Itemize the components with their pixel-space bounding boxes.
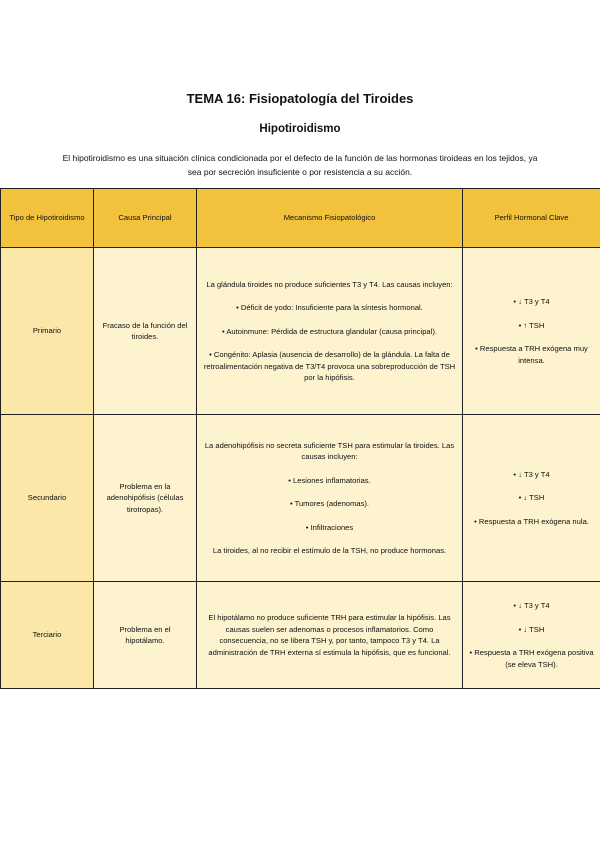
profile-line: • ↓ TSH	[518, 624, 545, 634]
header-mechanism: Mecanismo Fisiopatológico	[197, 189, 463, 248]
mechanism-line: • Lesiones inflamatorias.	[288, 475, 371, 485]
row-mechanism	[197, 582, 463, 689]
row-profile	[463, 415, 600, 582]
table-header-row	[1, 189, 600, 248]
profile-line: • Respuesta a TRH exógena nula.	[474, 516, 589, 526]
header-type: Tipo de Hipotiroidismo	[1, 189, 94, 248]
mechanism-line: • Congénito: Aplasia (ausencia de desarrollo) de la glándula. La falta de retroalimentación negativa de T3/T4 provoca una sobreproducción de TSH por la hipófisis.	[203, 350, 456, 382]
header-profile: Perfil Hormonal Clave	[463, 189, 600, 248]
table-row	[1, 248, 600, 415]
profile-line: • ↓ T3 y T4	[513, 297, 550, 306]
mechanism-line: • Tumores (adenomas).	[289, 499, 370, 508]
row-mechanism	[197, 248, 463, 415]
profile-line: • Respuesta a TRH exógena positiva (se eleva TSH).	[469, 648, 594, 669]
row-cause: Problema en la adenohipófisis (células tirotropas).	[94, 415, 197, 582]
table-row	[1, 415, 600, 582]
row-mechanism	[197, 415, 463, 582]
intro-paragraph: El hipotiroidismo es una situación clínica condicionada por el defecto de la función de las hormonas tiroideas en los tejidos, ya sea por secreción insuficiente o por resistencia a su acción.	[62, 153, 538, 177]
row-profile	[463, 582, 600, 689]
row-profile	[463, 248, 600, 415]
profile-line: • ↓ T3 y T4	[513, 469, 550, 479]
section-subtitle: Hipotiroidismo	[259, 123, 341, 135]
row-cause: Problema en el hipotálamo.	[94, 582, 197, 689]
row-type: Primario	[1, 248, 94, 415]
mechanism-line: • Infiltraciones	[305, 522, 354, 532]
profile-line: • ↓ TSH	[518, 493, 545, 503]
page-title: TEMA 16: Fisiopatología del Tiroides	[186, 91, 414, 106]
mechanism-line: La glándula tiroides no produce suficientes T3 y T4. Las causas incluyen:	[206, 279, 453, 289]
profile-line: • Respuesta a TRH exógena muy intensa.	[475, 344, 588, 365]
row-type: Terciario	[1, 582, 94, 689]
mechanism-line: • Déficit de yodo: Insuficiente para la síntesis hormonal.	[236, 303, 423, 312]
hypothyroidism-table	[0, 188, 600, 689]
mechanism-line: La adenohipófisis no secreta suficiente TSH para estimular la tiroides. Las causas incluyen:	[204, 440, 455, 461]
mechanism-line: El hipotálamo no produce suficiente TRH para estimular la hipófisis. Las causas suelen ser adenomas o procesos inflamatorios. Como consecuencia, no se libera TSH y, por tanto, tampoco T3 y T4. La administración de TRH externa sí estimula la hipófisis, que es funcional.	[208, 613, 451, 657]
header-cause: Causa Principal	[94, 189, 197, 248]
mechanism-line: La tiroides, al no recibir el estímulo de la TSH, no produce hormonas.	[212, 546, 447, 555]
table-row	[1, 582, 600, 689]
profile-line: • ↓ T3 y T4	[513, 601, 550, 610]
profile-line: • ↑ TSH	[518, 320, 545, 330]
mechanism-line: • Autoinmune: Pérdida de estructura glandular (causa principal).	[222, 326, 437, 336]
row-cause: Fracaso de la función del tiroides.	[94, 248, 197, 415]
row-type: Secundario	[1, 415, 94, 582]
